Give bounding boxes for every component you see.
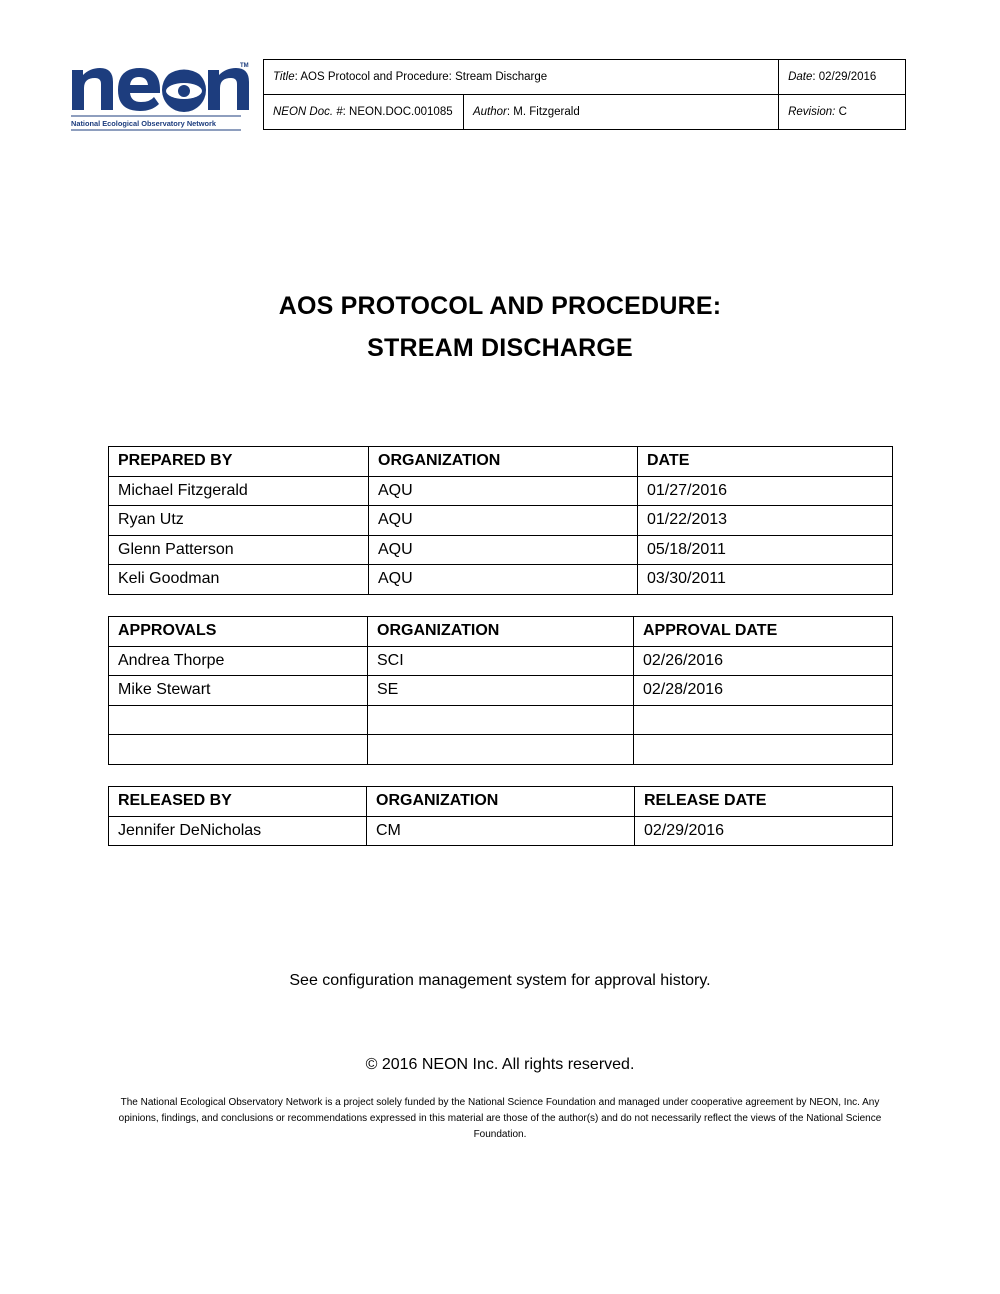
approval-date: 02/28/2016 bbox=[634, 676, 893, 706]
table-row bbox=[109, 816, 893, 846]
header-author-cell bbox=[463, 95, 778, 130]
header-date-cell bbox=[779, 60, 906, 95]
document-header-table bbox=[263, 59, 906, 130]
preparer-name: Michael Fitzgerald bbox=[109, 476, 369, 506]
header-title-value: : AOS Protocol and Procedure: Stream Discharge bbox=[294, 71, 548, 83]
preparer-name: Keli Goodman bbox=[109, 565, 369, 595]
preparer-date: 01/22/2013 bbox=[638, 506, 893, 536]
header-doc-value: : NEON.DOC.001085 bbox=[342, 106, 453, 118]
approver-name: Andrea Thorpe bbox=[109, 646, 368, 676]
preparer-date: 05/18/2011 bbox=[638, 535, 893, 565]
organization-header: ORGANIZATION bbox=[369, 447, 638, 477]
approval-date bbox=[634, 735, 893, 765]
header-author-label: Author bbox=[472, 106, 507, 118]
header-revision-cell bbox=[779, 95, 906, 130]
neon-logo bbox=[70, 60, 250, 132]
copyright-notice: © 2016 NEON Inc. All rights reserved. bbox=[365, 1056, 635, 1073]
preparer-organization: AQU bbox=[369, 476, 638, 506]
header-date-value: : 02/29/2016 bbox=[812, 71, 877, 83]
table-row bbox=[109, 676, 893, 706]
header-revision-label: Revision: bbox=[788, 106, 836, 118]
configuration-note: See configuration management system for approval history. bbox=[289, 972, 711, 989]
header-revision-value: C bbox=[835, 106, 847, 118]
header-title-cell bbox=[264, 60, 779, 95]
organization-header: ORGANIZATION bbox=[367, 787, 635, 817]
document-title-line-2: STREAM DISCHARGE bbox=[367, 334, 633, 362]
header-date-label: Date bbox=[788, 71, 813, 83]
approvals-header: APPROVALS bbox=[109, 617, 368, 647]
preparer-organization: AQU bbox=[369, 535, 638, 565]
organization-header: ORGANIZATION bbox=[368, 617, 634, 647]
header-title-label: Title bbox=[273, 71, 295, 83]
header-author-value: : M. Fitzgerald bbox=[506, 106, 580, 118]
preparer-date: 01/27/2016 bbox=[638, 476, 893, 506]
table-row bbox=[109, 646, 893, 676]
approver-name bbox=[109, 705, 368, 735]
releaser-organization: CM bbox=[367, 816, 635, 846]
table-header-row bbox=[109, 617, 893, 647]
approver-name bbox=[109, 735, 368, 765]
preparer-name: Ryan Utz bbox=[109, 506, 369, 536]
release-date-header: RELEASE DATE bbox=[635, 787, 893, 817]
trademark-mark: TM bbox=[240, 63, 249, 69]
header-doc-label: NEON Doc. # bbox=[273, 106, 343, 118]
table-header-row bbox=[109, 787, 893, 817]
released-by-header: RELEASED BY bbox=[109, 787, 367, 817]
preparer-organization: AQU bbox=[369, 565, 638, 595]
approval-date bbox=[634, 705, 893, 735]
header-doc-cell bbox=[264, 95, 464, 130]
logo-tagline: National Ecological Observatory Network bbox=[71, 119, 216, 128]
preparer-name: Glenn Patterson bbox=[109, 535, 369, 565]
approvals-table bbox=[108, 616, 893, 765]
approver-organization bbox=[368, 705, 634, 735]
table-row bbox=[109, 735, 893, 765]
releaser-name: Jennifer DeNicholas bbox=[109, 816, 367, 846]
table-row bbox=[109, 506, 893, 536]
approval-date-header: APPROVAL DATE bbox=[634, 617, 893, 647]
table-row bbox=[109, 565, 893, 595]
approver-organization: SE bbox=[368, 676, 634, 706]
document-title-line-1: AOS PROTOCOL AND PROCEDURE: bbox=[278, 292, 722, 320]
neon-logo-graphic bbox=[70, 60, 250, 132]
approver-organization bbox=[368, 735, 634, 765]
prepared-by-table bbox=[108, 446, 893, 595]
released-by-table bbox=[108, 786, 893, 846]
table-row bbox=[109, 705, 893, 735]
release-date: 02/29/2016 bbox=[635, 816, 893, 846]
approval-date: 02/26/2016 bbox=[634, 646, 893, 676]
table-row bbox=[109, 535, 893, 565]
approver-name: Mike Stewart bbox=[109, 676, 368, 706]
funding-disclaimer: The National Ecological Observatory Network is a project solely funded by the National Science Foundation and managed under cooperative agreement by NEON, Inc. Any opinions, findings, and conclusions or recommendations expressed in this material are those of the author(s) and do not necessarily reflect the views of the National Science Foundation. bbox=[118, 1097, 882, 1140]
prepared-by-header: PREPARED BY bbox=[109, 447, 369, 477]
date-header: DATE bbox=[638, 447, 893, 477]
preparer-date: 03/30/2011 bbox=[638, 565, 893, 595]
table-header-row bbox=[109, 447, 893, 477]
table-row bbox=[109, 476, 893, 506]
approver-organization: SCI bbox=[368, 646, 634, 676]
preparer-organization: AQU bbox=[369, 506, 638, 536]
